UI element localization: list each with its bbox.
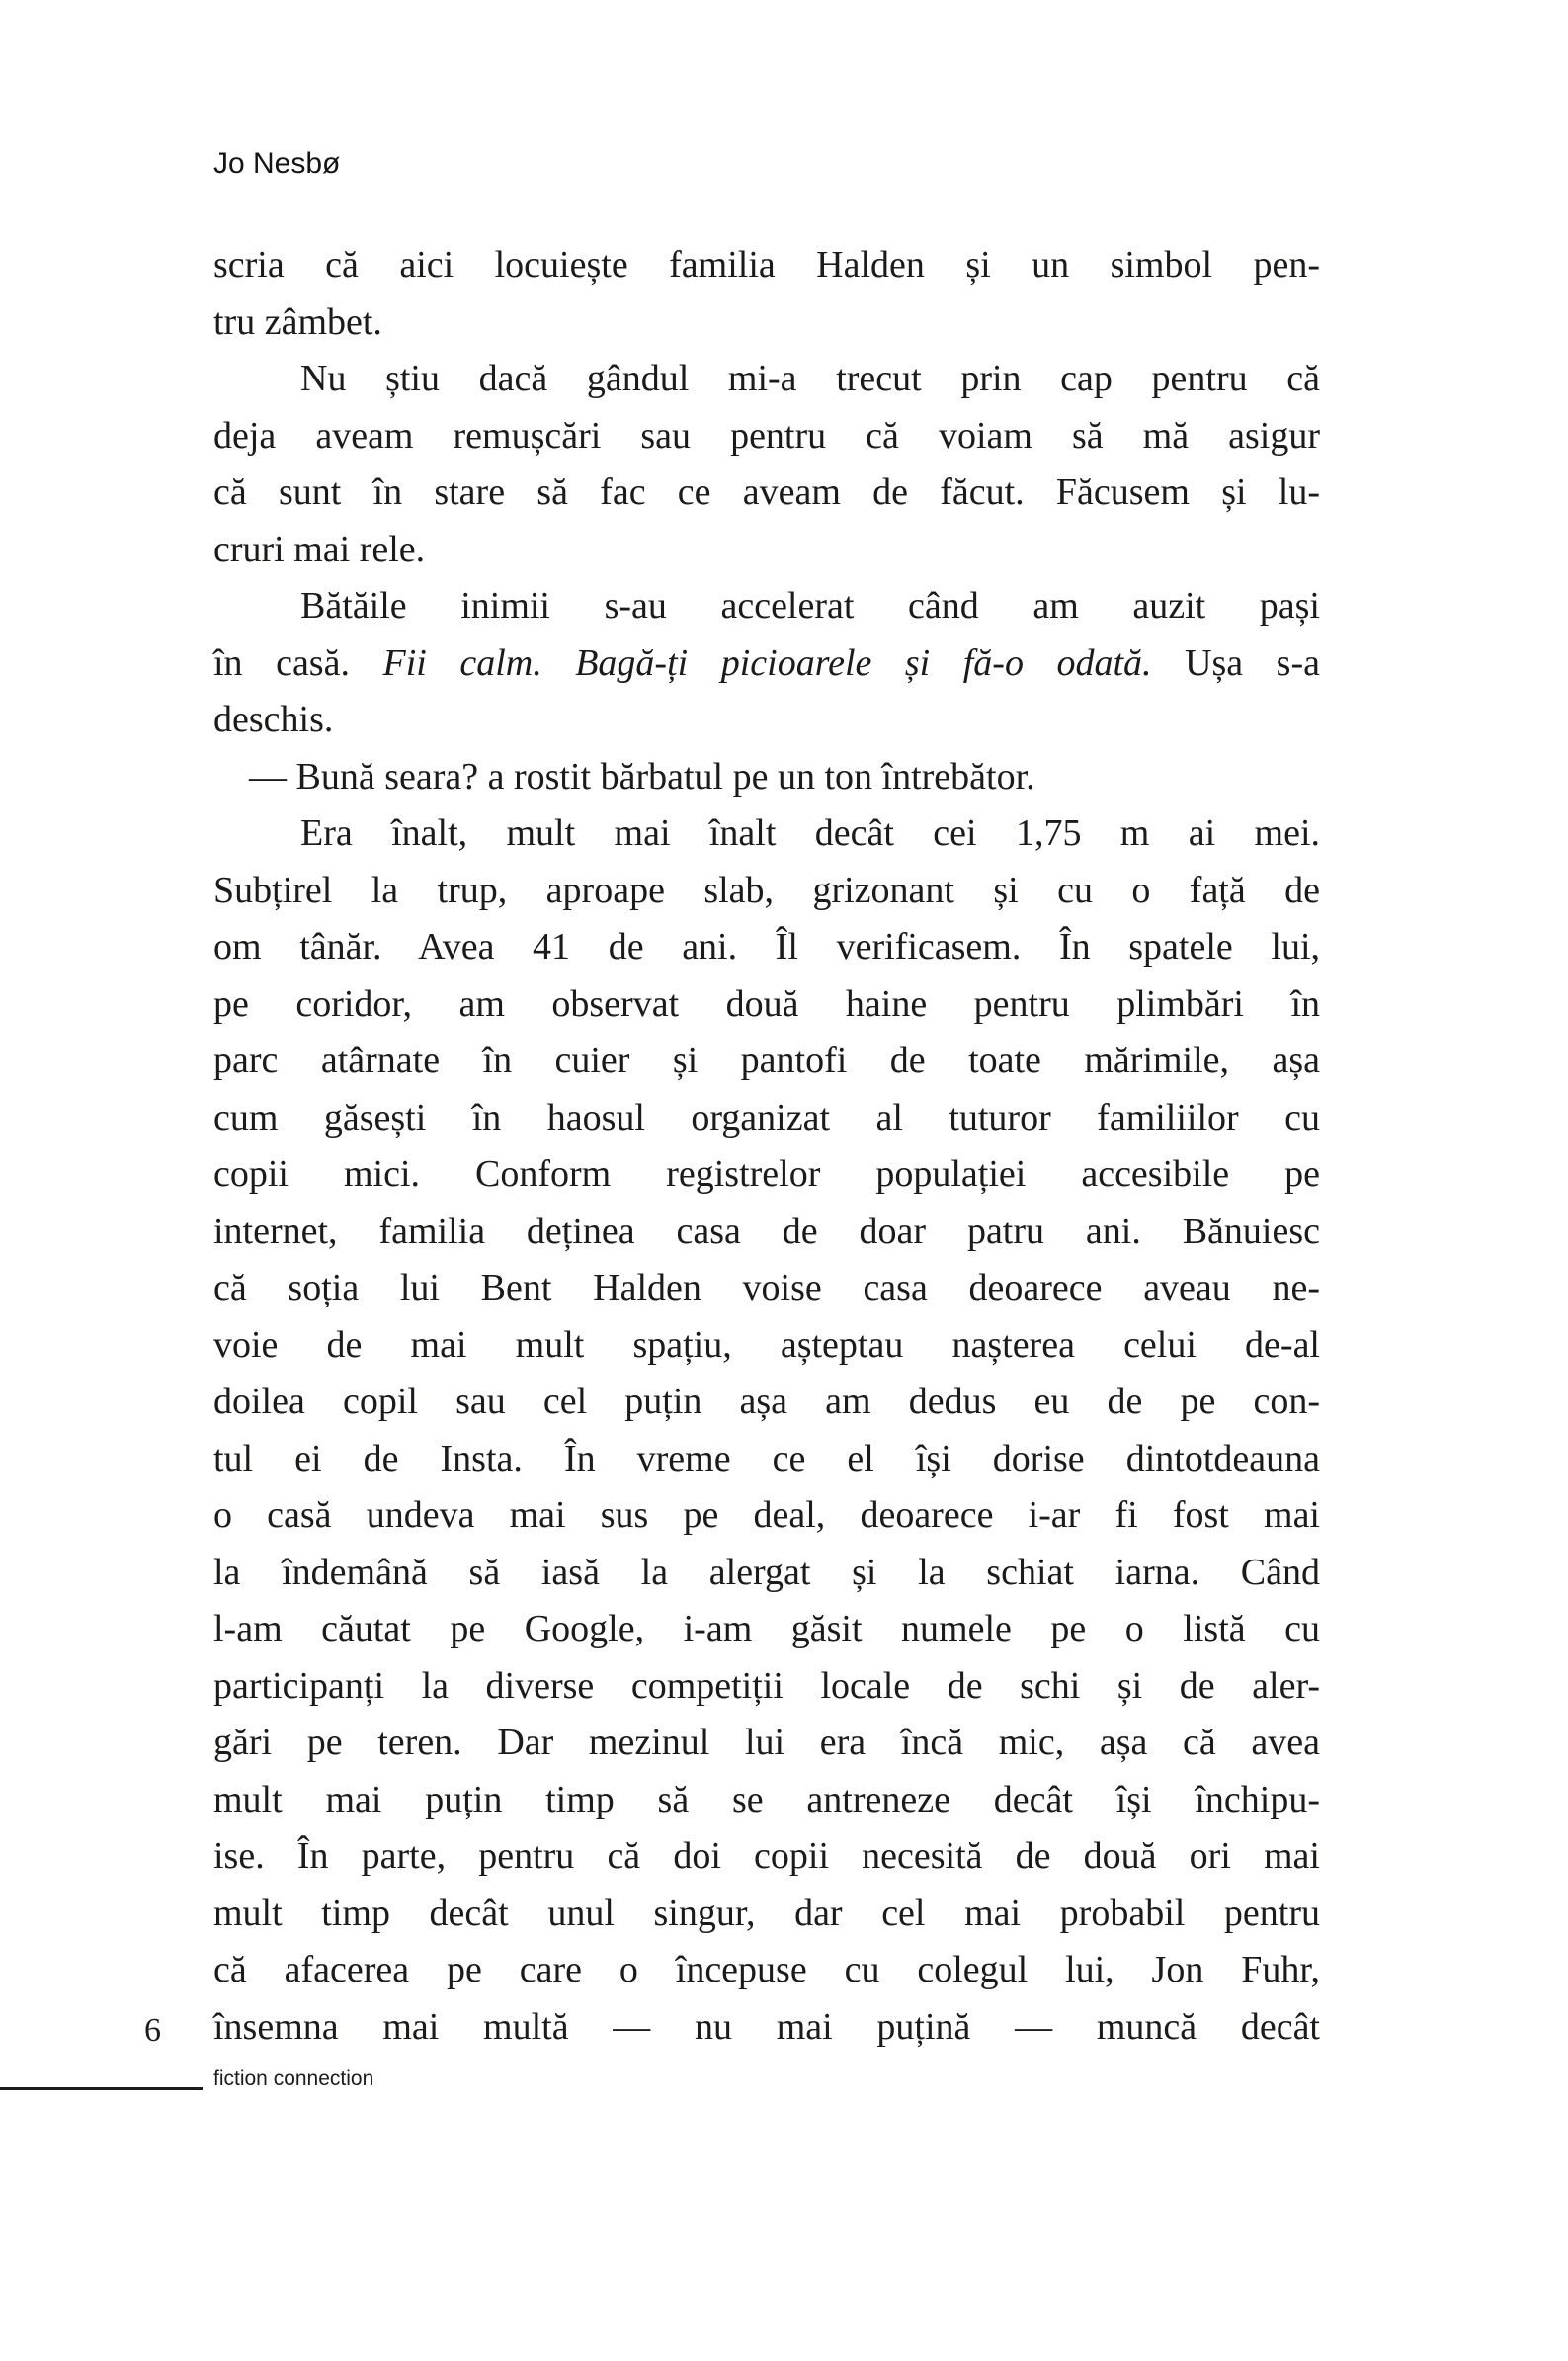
text-line: [213, 1772, 1320, 1829]
text-line: [213, 692, 1320, 749]
text-line: [213, 1545, 1320, 1602]
text-line: [213, 1601, 1320, 1658]
text-line: [213, 1204, 1320, 1261]
text-line: [213, 919, 1320, 976]
text-segment: scria că aici locuiește familia Halden și un simbol pen-: [213, 244, 1320, 286]
text-line: [213, 1090, 1320, 1147]
text-segment: că afacerea pe care o începuse cu colegul lui, Jon Fuhr,: [213, 1949, 1320, 1990]
italic-text-segment: Fii calm. Bagă-ți picioarele și fă-o odată.: [382, 641, 1152, 684]
text-segment: Subțirel la trup, aproape slab, grizonant și cu o față de: [213, 869, 1320, 911]
text-line: [213, 351, 1320, 408]
paragraph: [213, 351, 1320, 578]
text-line: [213, 295, 1320, 352]
text-line: [213, 1828, 1320, 1886]
text-segment: — Bună seara? a rostit bărbatul pe un ton întrebător.: [249, 755, 1035, 798]
text-line: [213, 408, 1320, 465]
text-segment: cruri mai rele.: [213, 528, 426, 570]
text-line: [213, 237, 1320, 295]
text-line: [213, 635, 1320, 693]
page-number: 6: [144, 2012, 161, 2049]
paragraph: [213, 578, 1320, 749]
text-line: [213, 1146, 1320, 1204]
text-line: [213, 1431, 1320, 1488]
paragraph: [213, 237, 1320, 351]
text-segment: ise. În parte, pentru că doi copii necesită de două ori mai: [213, 1835, 1320, 1877]
text-line: [213, 1374, 1320, 1431]
text-segment: om tânăr. Avea 41 de ani. Îl verificasem. În spatele lui,: [213, 926, 1320, 968]
text-segment: Ușa s-a: [1151, 641, 1320, 684]
running-header-author: Jo Nesbø: [213, 147, 341, 180]
text-segment: că soția lui Bent Halden voise casa deoarece aveau ne-: [213, 1267, 1320, 1308]
text-line: [213, 578, 1320, 635]
text-segment: tru zâmbet.: [213, 300, 382, 343]
text-segment: Nu știu dacă gândul mi-a trecut prin cap pentru că: [300, 358, 1320, 399]
text-line: [213, 749, 1320, 806]
text-line: [213, 1487, 1320, 1545]
text-segment: Era înalt, mult mai înalt decât cei 1,75 m ai mei.: [300, 812, 1320, 854]
text-segment: mult timp decât unul singur, dar cel mai probabil pentru: [213, 1892, 1320, 1934]
text-line: [213, 1317, 1320, 1375]
text-segment: Bătăile inimii s-au accelerat când am auzit pași: [300, 585, 1320, 627]
text-line: [213, 976, 1320, 1034]
text-block: [213, 237, 1320, 2056]
text-segment: deja aveam remușcări sau pentru că voiam să mă asigur: [213, 414, 1320, 457]
text-line: [213, 464, 1320, 522]
text-line: [213, 1658, 1320, 1716]
text-segment: internet, familia deținea casa de doar patru ani. Bănuiesc: [213, 1210, 1320, 1252]
paragraph: [213, 749, 1320, 806]
text-line: [213, 1033, 1320, 1090]
text-line: [213, 1886, 1320, 1943]
text-line: [213, 805, 1320, 863]
text-segment: doilea copil sau cel puțin așa am dedus eu de pe con-: [213, 1381, 1320, 1422]
imprint-label: fiction connection: [213, 2067, 374, 2090]
text-line: [213, 1999, 1320, 2057]
text-line: [213, 1715, 1320, 1772]
text-line: [213, 522, 1320, 579]
text-line: [213, 863, 1320, 920]
text-segment: gări pe teren. Dar mezinul lui era încă mic, așa că avea: [213, 1722, 1320, 1763]
text-line: [213, 1260, 1320, 1317]
text-segment: că sunt în stare să fac ce aveam de făcut. Făcusem și lu-: [213, 471, 1320, 513]
text-segment: parc atârnate în cuier și pantofi de toate mărimile, așa: [213, 1040, 1320, 1081]
text-segment: mult mai puțin timp să se antreneze decât își închipu-: [213, 1778, 1320, 1820]
text-segment: deschis.: [213, 699, 334, 740]
paragraph: [213, 805, 1320, 2056]
text-segment: pe coridor, am observat două haine pentru plimbări în: [213, 982, 1320, 1025]
text-segment: în casă.: [213, 641, 383, 684]
text-segment: l-am căutat pe Google, i-am găsit numele pe o listă cu: [213, 1608, 1320, 1649]
text-segment: copii mici. Conform registrelor populației accesibile pe: [213, 1153, 1320, 1195]
text-segment: tul ei de Insta. În vreme ce el își dorise dintotdeauna: [213, 1437, 1320, 1479]
text-line: [213, 1942, 1320, 1999]
text-segment: participanți la diverse competiții locale de schi și de aler-: [213, 1664, 1320, 1707]
text-segment: cum găsești în haosul organizat al tuturor familiilor cu: [213, 1096, 1320, 1138]
footer-rule: [0, 2087, 203, 2090]
text-segment: la îndemână să iasă la alergat și la schiat iarna. Când: [213, 1551, 1320, 1593]
text-segment: însemna mai multă — nu mai puțină — muncă decât: [213, 2005, 1320, 2048]
text-segment: voie de mai mult spațiu, așteptau nașterea celui de-al: [213, 1323, 1320, 1366]
text-segment: o casă undeva mai sus pe deal, deoarece i-ar fi fost mai: [213, 1494, 1320, 1536]
